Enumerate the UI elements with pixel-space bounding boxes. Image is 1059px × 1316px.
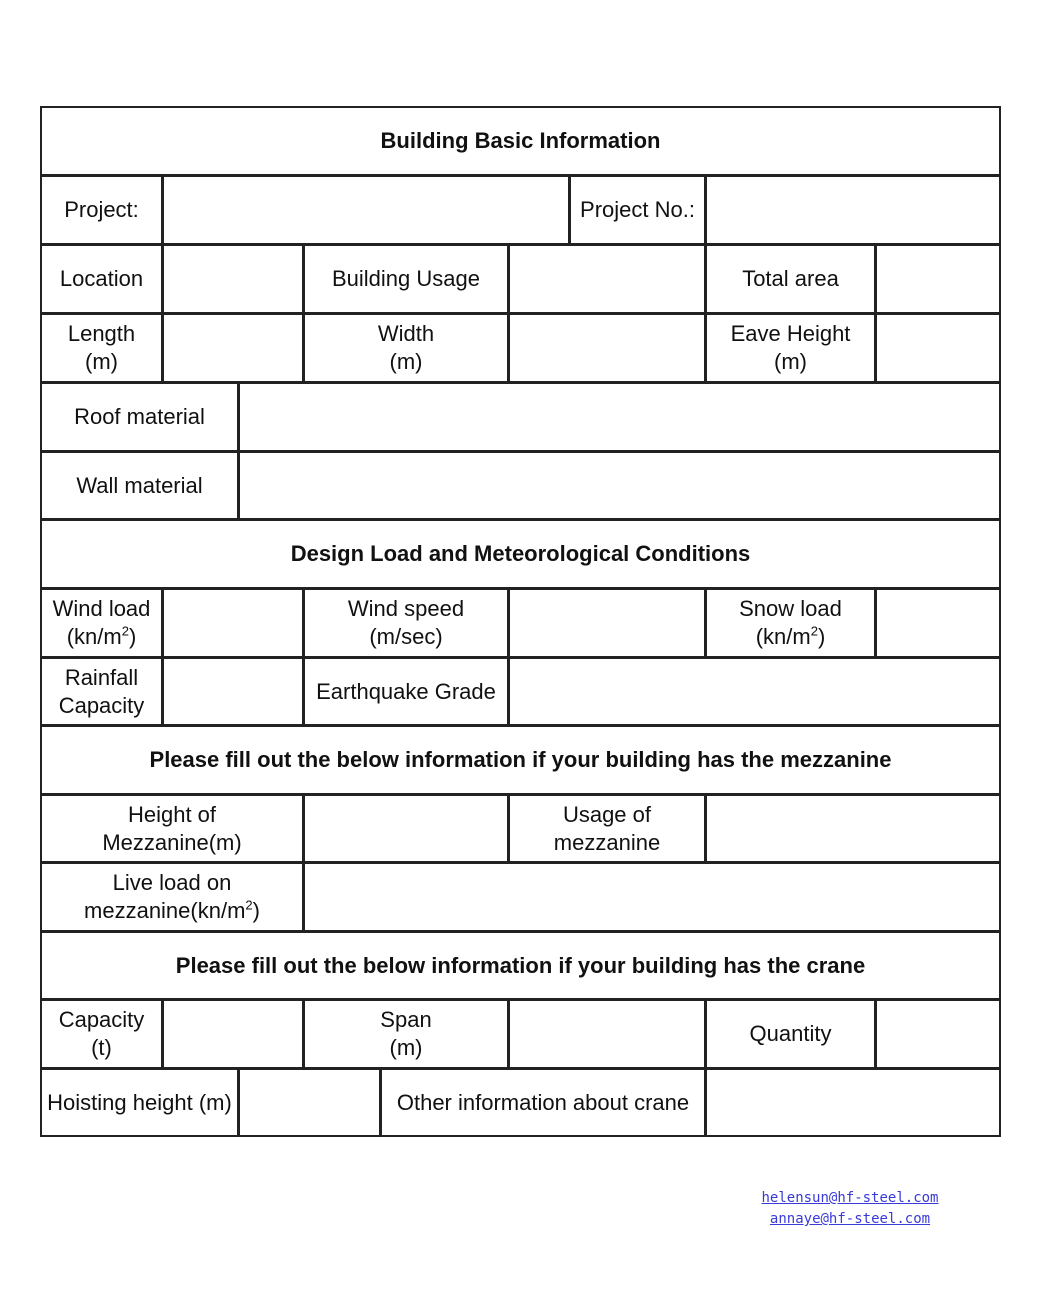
snow-load-unit: [739, 623, 842, 651]
mezzanine-height-label-text: Height of: [127, 801, 217, 827]
earthquake-grade-label-text: Earthquake Grade: [316, 678, 496, 704]
section-basic-title: [40, 106, 1001, 176]
email-link-annaye[interactable]: annaye@hf-steel.com: [769, 1211, 931, 1227]
wall-material-field[interactable]: [238, 451, 1001, 520]
length-field[interactable]: [162, 313, 304, 383]
other-crane-field[interactable]: [705, 1068, 1001, 1137]
snow-load-unit-text: (kn/m: [755, 624, 811, 649]
capacity-label: [40, 999, 163, 1069]
live-load-field[interactable]: [303, 862, 1001, 932]
width-unit-text: (m): [389, 349, 423, 374]
hoisting-height-label: [40, 1068, 239, 1137]
span-unit-text: (m): [389, 1035, 423, 1060]
mezzanine-height-field[interactable]: [303, 794, 509, 863]
live-load-unit: [84, 897, 260, 925]
location-label-text: Location: [59, 266, 144, 291]
wind-speed-unit-text: (m/sec): [369, 624, 443, 649]
capacity-label-text: Capacity: [58, 1007, 145, 1032]
rainfall-label: [40, 657, 163, 726]
live-load-unit-exponent: 2: [245, 897, 253, 913]
project-label-text: Project:: [64, 197, 139, 222]
rainfall-label-text: Rainfall: [64, 664, 139, 690]
roof-material-field[interactable]: [238, 382, 1001, 452]
mezzanine-usage-label-text: Usage of: [562, 801, 652, 827]
rainfall-field[interactable]: [162, 657, 304, 726]
roof-material-label: [40, 382, 239, 452]
project-field[interactable]: [162, 175, 570, 245]
wind-load-unit-close: ): [128, 624, 137, 649]
wind-load-label-text: Wind load: [52, 596, 151, 621]
total-area-field[interactable]: [875, 244, 1001, 314]
snow-load-unit-exponent: 2: [810, 623, 818, 639]
section-basic-text: Building Basic Information: [380, 128, 661, 153]
length-label-text: Length: [67, 321, 136, 346]
width-field[interactable]: [508, 313, 706, 383]
hoisting-height-field[interactable]: [238, 1068, 381, 1137]
width-label: [303, 313, 509, 383]
width-label-text: Width: [377, 321, 435, 346]
eave-height-label: [705, 313, 876, 383]
section-mezzanine-text: Please fill out the below information if your building has the mezzanine: [149, 747, 892, 772]
snow-load-label-text: Snow load: [739, 596, 842, 621]
live-load-label-text: Live load on: [112, 870, 232, 895]
mezzanine-usage-label: [508, 794, 706, 863]
wind-speed-field[interactable]: [508, 588, 706, 658]
span-label: [303, 999, 509, 1069]
roof-material-label-text: Roof material: [74, 404, 205, 429]
quantity-label: [705, 999, 876, 1069]
capacity-unit-text: (t): [91, 1035, 112, 1060]
total-area-label-text: Total area: [742, 266, 839, 291]
quantity-field[interactable]: [875, 999, 1001, 1069]
project-no-field[interactable]: [705, 175, 1001, 245]
section-crane-title: [40, 931, 1001, 1000]
total-area-label: [705, 244, 876, 314]
mezzanine-usage-label-text-2: mezzanine: [553, 829, 661, 855]
section-design-title: [40, 519, 1001, 589]
wind-load-field[interactable]: [162, 588, 304, 658]
wind-load-unit-text: (kn/m: [66, 624, 122, 649]
wind-load-unit-exponent: 2: [121, 623, 129, 639]
hoisting-height-label-text: Hoisting height (m): [47, 1089, 232, 1115]
length-unit-text: (m): [85, 349, 118, 374]
wall-material-label: [40, 451, 239, 520]
rainfall-label-text-2: Capacity: [58, 692, 145, 718]
quantity-label-text: Quantity: [749, 1021, 832, 1046]
project-no-label-text: Project No.:: [580, 197, 695, 222]
project-no-label: [569, 175, 706, 245]
building-usage-label: [303, 244, 509, 314]
mezzanine-height-label: [40, 794, 304, 863]
section-crane-text: Please fill out the below information if your building has the crane: [175, 952, 866, 978]
eave-height-label-text: Eave Height: [730, 321, 851, 346]
section-mezzanine-title: [40, 725, 1001, 795]
length-label: [40, 313, 163, 383]
other-crane-label: [380, 1068, 706, 1137]
span-label-text: Span: [380, 1007, 432, 1032]
snow-load-label: [705, 588, 876, 658]
live-load-label: [40, 862, 304, 932]
wind-speed-label-text: Wind speed: [347, 596, 465, 621]
wind-speed-label: [303, 588, 509, 658]
location-field[interactable]: [162, 244, 304, 314]
email-link-helensun[interactable]: helensun@hf-steel.com: [761, 1190, 939, 1206]
live-load-unit-close: ): [252, 898, 260, 923]
contact-emails: [700, 1188, 1000, 1230]
location-label: [40, 244, 163, 314]
building-usage-field[interactable]: [508, 244, 706, 314]
eave-height-unit-text: (m): [774, 349, 807, 374]
section-design-text: Design Load and Meteorological Conditions: [290, 541, 751, 566]
earthquake-grade-field[interactable]: [508, 657, 1001, 726]
snow-load-unit-close: ): [817, 624, 826, 649]
wind-load-unit: [53, 623, 151, 651]
capacity-field[interactable]: [162, 999, 304, 1069]
wall-material-label-text: Wall material: [76, 472, 203, 498]
wind-load-label: [40, 588, 163, 658]
eave-height-field[interactable]: [875, 313, 1001, 383]
snow-load-field[interactable]: [875, 588, 1001, 658]
project-label: [40, 175, 163, 245]
earthquake-grade-label: [303, 657, 509, 726]
span-field[interactable]: [508, 999, 706, 1069]
live-load-unit-text: mezzanine(kn/m: [84, 898, 246, 923]
mezzanine-usage-field[interactable]: [705, 794, 1001, 863]
mezzanine-height-label-text-2: Mezzanine(m): [102, 829, 242, 855]
other-crane-label-text: Other information about crane: [396, 1089, 690, 1115]
building-usage-label-text: Building Usage: [332, 266, 480, 291]
